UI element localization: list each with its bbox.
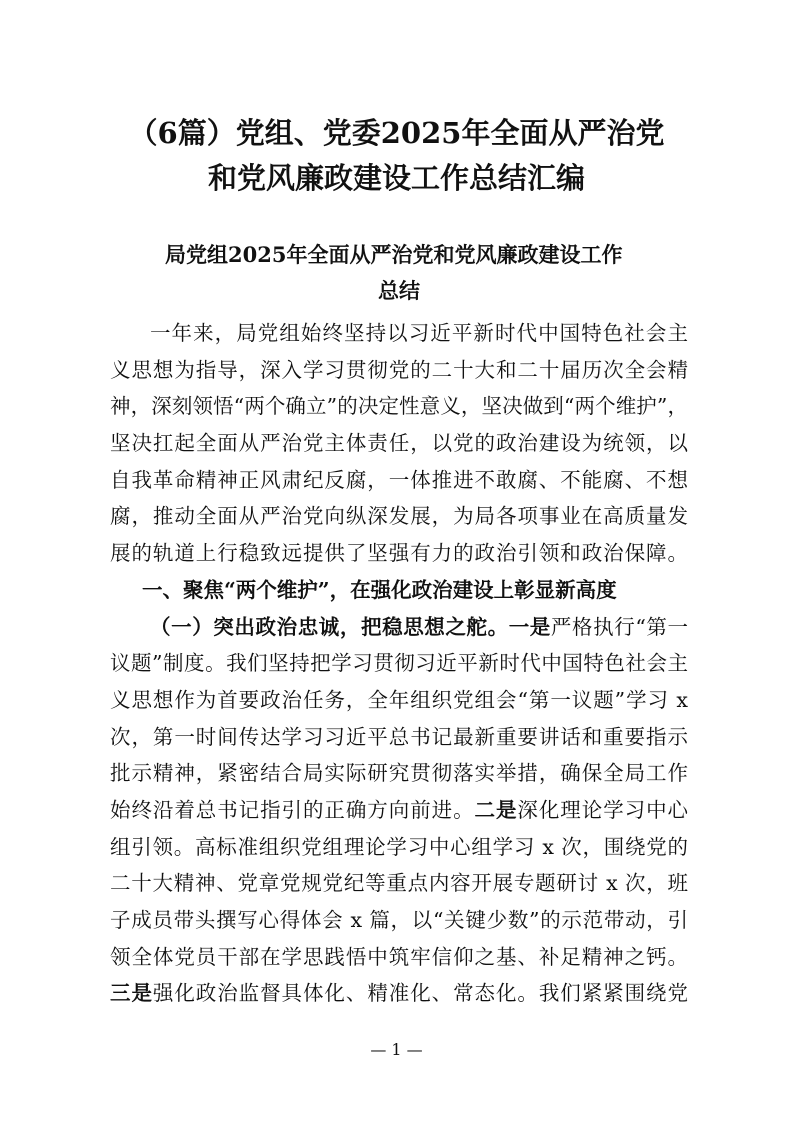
section-heading (110, 572, 688, 609)
text-segment: 二十大精神、党章党规党纪等重点内容开展专题研讨 x 次，班 (110, 871, 688, 896)
title-line-2: 和党风廉政建设工作总结汇编 (207, 161, 585, 195)
body-line (110, 902, 688, 939)
text-segment: 批示精神，紧密结合局实际研究贯彻落实举措，确保全局工作 (110, 761, 688, 786)
body-line (110, 425, 688, 462)
text-segment: 腐，推动全面从严治党向纵深发展，为局各项事业在高质量发 (110, 504, 688, 529)
text-segment: 次，第一时间传达学习习近平总书记最新重要讲话和重要指示 (110, 724, 688, 749)
text-segment: 强化政治监督具体化、精准化、常态化。我们紧紧围绕党 (152, 981, 689, 1006)
text-segment: 领全体党员干部在学思践悟中筑牢信仰之基、补足精神之钙。 (110, 944, 688, 969)
body-line (110, 388, 688, 425)
text-segment: 神，深刻领悟“两个确立”的决定性意义，坚决做到“两个维护”， (110, 394, 688, 419)
text-segment: 展的轨道上行稳致远提供了坚强有力的政治引领和政治保障。 (110, 541, 688, 566)
bold-text: 三是 (110, 981, 153, 1006)
page-number: — 1 — (370, 1040, 423, 1059)
text-segment: 深化理论学习中心 (517, 797, 689, 822)
text-segment: 义思想为指导，深入学习贯彻党的二十大和二十届历次全会精 (110, 357, 688, 382)
document-body (110, 315, 688, 1012)
body-line (110, 865, 688, 902)
text-segment: 子成员带头撰写心得体会 x 篇，以“关键少数”的示范带动，引 (110, 908, 688, 932)
subtitle-line-2: 总结 (378, 278, 420, 303)
text-segment: 一年来，局党组始终坚持以习近平新时代中国特色社会主 (150, 321, 688, 345)
body-line (110, 498, 688, 535)
body-line (110, 645, 688, 682)
body-line (110, 535, 688, 572)
body-line (110, 975, 688, 1012)
body-line (110, 755, 688, 792)
body-line (110, 682, 688, 719)
text-segment: 坚决扛起全面从严治党主体责任，以党的政治建设为统领，以 (110, 431, 688, 456)
body-line (110, 315, 688, 352)
body-line (110, 829, 688, 866)
section-subtitle (110, 237, 688, 309)
body-line (110, 792, 688, 829)
body-line (110, 939, 688, 976)
text-segment: 义思想作为首要政治任务，全年组织党组会“第一议题”学习 x (110, 687, 688, 712)
bold-text: （一）突出政治忠诚，把稳思想之舵。一是 (150, 614, 551, 639)
text-segment: 始终沿着总书记指引的正确方向前进。 (110, 797, 475, 822)
body-line (110, 462, 688, 499)
body-line (110, 609, 688, 646)
text-segment: 自我革命精神正风肃纪反腐，一体推进不敢腐、不能腐、不想 (110, 467, 688, 492)
title-line-1: （6篇）党组、党委2025年全面从严治党 (128, 116, 665, 150)
text-segment: 组引领。高标准组织党组理论学习中心组学习 x 次，围绕党的 (110, 834, 688, 859)
body-line (110, 719, 688, 756)
bold-text: 二是 (474, 797, 518, 822)
text-segment: 严格执行“第一 (550, 614, 689, 639)
document-title (0, 111, 793, 201)
subtitle-line-1: 局党组2025年全面从严治党和党风廉政建设工作 (165, 242, 623, 267)
bold-text: 一、聚焦“两个维护”，在强化政治建设上彰显新高度 (142, 577, 617, 602)
text-segment: 议题”制度。我们坚持把学习贯彻习近平新时代中国特色社会主 (110, 651, 688, 676)
body-line (110, 352, 688, 389)
